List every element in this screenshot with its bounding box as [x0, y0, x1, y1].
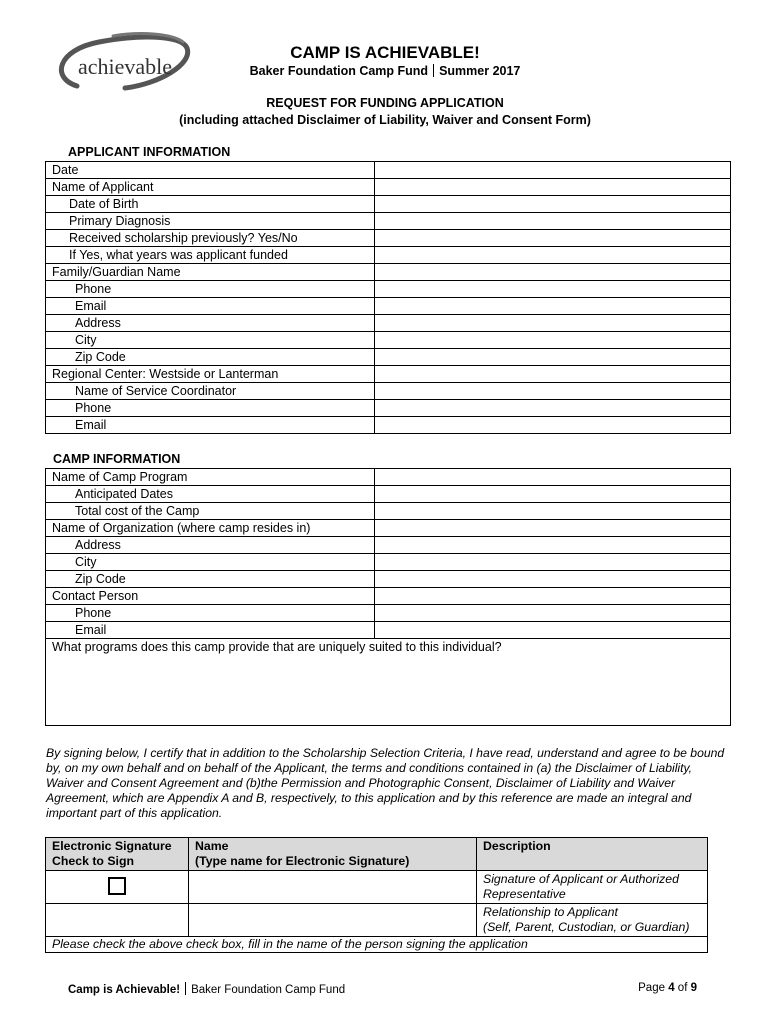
applicant-field-label: Name of Applicant — [46, 179, 375, 196]
table-row — [46, 400, 731, 417]
camp-field-value-field[interactable] — [375, 537, 731, 554]
table-row — [46, 417, 731, 434]
table-row — [46, 162, 731, 179]
applicant-field-label: Family/Guardian Name — [46, 264, 375, 281]
camp-field-label: Email — [46, 622, 375, 639]
table-row — [46, 639, 731, 656]
table-row — [46, 537, 731, 554]
camp-field-label: Address — [46, 537, 375, 554]
applicant-info-table — [45, 161, 731, 434]
table-row — [46, 554, 731, 571]
signature-header-name: Name (Type name for Electronic Signature) — [189, 838, 477, 871]
applicant-field-value-field[interactable] — [375, 230, 731, 247]
table-row — [46, 332, 731, 349]
table-row — [46, 264, 731, 281]
page-number: Page 4 of 9 — [638, 982, 697, 994]
applicant-field-value-field[interactable] — [375, 332, 731, 349]
table-row — [46, 213, 731, 230]
table-row — [46, 230, 731, 247]
divider — [185, 982, 186, 995]
camp-field-value-field[interactable] — [375, 503, 731, 520]
applicant-field-label: Date of Birth — [46, 196, 375, 213]
sign-checkbox[interactable] — [108, 877, 126, 895]
camp-field-value-field[interactable] — [375, 469, 731, 486]
signature-name-field[interactable] — [189, 871, 477, 904]
applicant-field-label: Zip Code — [46, 349, 375, 366]
applicant-field-value-field[interactable] — [375, 383, 731, 400]
applicant-field-value-field[interactable] — [375, 298, 731, 315]
table-row — [46, 315, 731, 332]
camp-field-label: City — [46, 554, 375, 571]
applicant-field-label: Email — [46, 417, 375, 434]
camp-field-value-field[interactable] — [375, 486, 731, 503]
camp-field-value-field[interactable] — [375, 622, 731, 639]
applicant-field-value-field[interactable] — [375, 196, 731, 213]
relationship-check-cell — [46, 904, 189, 937]
applicant-section-heading: APPLICANT INFORMATION — [68, 145, 231, 159]
applicant-field-value-field[interactable] — [375, 315, 731, 332]
table-row — [46, 588, 731, 605]
table-row — [46, 469, 731, 486]
achievable-logo — [55, 32, 195, 96]
divider — [433, 64, 434, 77]
camp-field-value-field[interactable] — [375, 520, 731, 537]
applicant-field-label: Phone — [46, 400, 375, 417]
camp-programs-answer[interactable] — [46, 655, 731, 726]
camp-field-value-field[interactable] — [375, 588, 731, 605]
camp-field-label: Name of Organization (where camp resides in) — [46, 520, 375, 537]
camp-field-label: Anticipated Dates — [46, 486, 375, 503]
applicant-field-label: Received scholarship previously? Yes/No — [46, 230, 375, 247]
applicant-field-label: Email — [46, 298, 375, 315]
table-row — [46, 904, 708, 937]
table-row — [46, 605, 731, 622]
camp-programs-question: What programs does this camp provide that are uniquely suited to this individual? — [46, 639, 731, 656]
table-row — [46, 281, 731, 298]
logo-text: achievable — [77, 54, 173, 79]
applicant-field-label: City — [46, 332, 375, 349]
page-subtitle — [220, 64, 550, 78]
signature-header-checkbox: Electronic Signature Check to Sign — [46, 838, 189, 871]
table-row — [46, 622, 731, 639]
camp-field-label: Contact Person — [46, 588, 375, 605]
applicant-field-value-field[interactable] — [375, 349, 731, 366]
camp-section-heading: CAMP INFORMATION — [53, 452, 181, 466]
footer-fund: Baker Foundation Camp Fund — [191, 984, 346, 996]
signature-check-cell — [46, 871, 189, 904]
applicant-field-label: Name of Service Coordinator — [46, 383, 375, 400]
camp-field-label: Phone — [46, 605, 375, 622]
footer-left — [68, 982, 345, 996]
signature-header-description: Description — [477, 838, 708, 871]
applicant-field-label: Phone — [46, 281, 375, 298]
request-heading: REQUEST FOR FUNDING APPLICATION — [266, 96, 504, 110]
applicant-field-value-field[interactable] — [375, 400, 731, 417]
footer-brand: Camp is Achievable! — [68, 984, 181, 996]
applicant-field-value-field[interactable] — [375, 213, 731, 230]
applicant-field-value-field[interactable] — [375, 366, 731, 383]
table-row — [46, 571, 731, 588]
table-row — [46, 179, 731, 196]
signature-note: Please check the above check box, fill in the name of the person signing the application — [46, 937, 708, 953]
camp-field-value-field[interactable] — [375, 605, 731, 622]
table-row — [46, 486, 731, 503]
table-row — [46, 520, 731, 537]
applicant-field-value-field[interactable] — [375, 281, 731, 298]
applicant-field-value-field[interactable] — [375, 264, 731, 281]
relationship-description: Relationship to Applicant (Self, Parent, Custodian, or Guardian) — [477, 904, 708, 937]
applicant-field-value-field[interactable] — [375, 179, 731, 196]
signature-table — [45, 837, 708, 953]
table-row — [46, 655, 731, 726]
camp-field-label: Total cost of the Camp — [46, 503, 375, 520]
table-row — [46, 937, 708, 953]
camp-field-label: Name of Camp Program — [46, 469, 375, 486]
table-row — [46, 196, 731, 213]
applicant-field-value-field[interactable] — [375, 417, 731, 434]
page-title: CAMP IS ACHIEVABLE! — [290, 43, 480, 62]
table-row — [46, 871, 708, 904]
camp-field-value-field[interactable] — [375, 554, 731, 571]
table-row — [46, 503, 731, 520]
certification-text: By signing below, I certify that in addition to the Scholarship Selection Criteria, I have read, understand and agree to be bound by, on my own behalf and on behalf of the Applicant, the terms and conditions contained in (a) the Disclaimer of Liability, Waiver and Consent Agreement and (b)the Permission and Photographic Consent, Disclaimer of Liability and Waiver Agreement, which are Appendix A and B, respectively, to this application and by this reference are made an integral and important part of this application. — [46, 746, 725, 820]
applicant-field-value-field[interactable] — [375, 162, 731, 179]
table-row — [46, 247, 731, 264]
applicant-field-value-field[interactable] — [375, 247, 731, 264]
table-row — [46, 298, 731, 315]
signature-description: Signature of Applicant or Authorized Representative — [477, 871, 708, 904]
applicant-field-label: Regional Center: Westside or Lanterman — [46, 366, 375, 383]
camp-field-value-field[interactable] — [375, 571, 731, 588]
table-row — [46, 366, 731, 383]
applicant-field-label: If Yes, what years was applicant funded — [46, 247, 375, 264]
applicant-field-label: Date — [46, 162, 375, 179]
table-row — [46, 838, 708, 871]
subtitle-fund: Baker Foundation Camp Fund — [249, 64, 429, 78]
table-row — [46, 349, 731, 366]
table-row — [46, 383, 731, 400]
camp-info-table — [45, 468, 731, 726]
relationship-name-field[interactable] — [189, 904, 477, 937]
camp-field-label: Zip Code — [46, 571, 375, 588]
applicant-field-label: Primary Diagnosis — [46, 213, 375, 230]
applicant-field-label: Address — [46, 315, 375, 332]
subtitle-season: Summer 2017 — [439, 64, 521, 78]
request-subheading: (including attached Disclaimer of Liability, Waiver and Consent Form) — [179, 113, 591, 127]
